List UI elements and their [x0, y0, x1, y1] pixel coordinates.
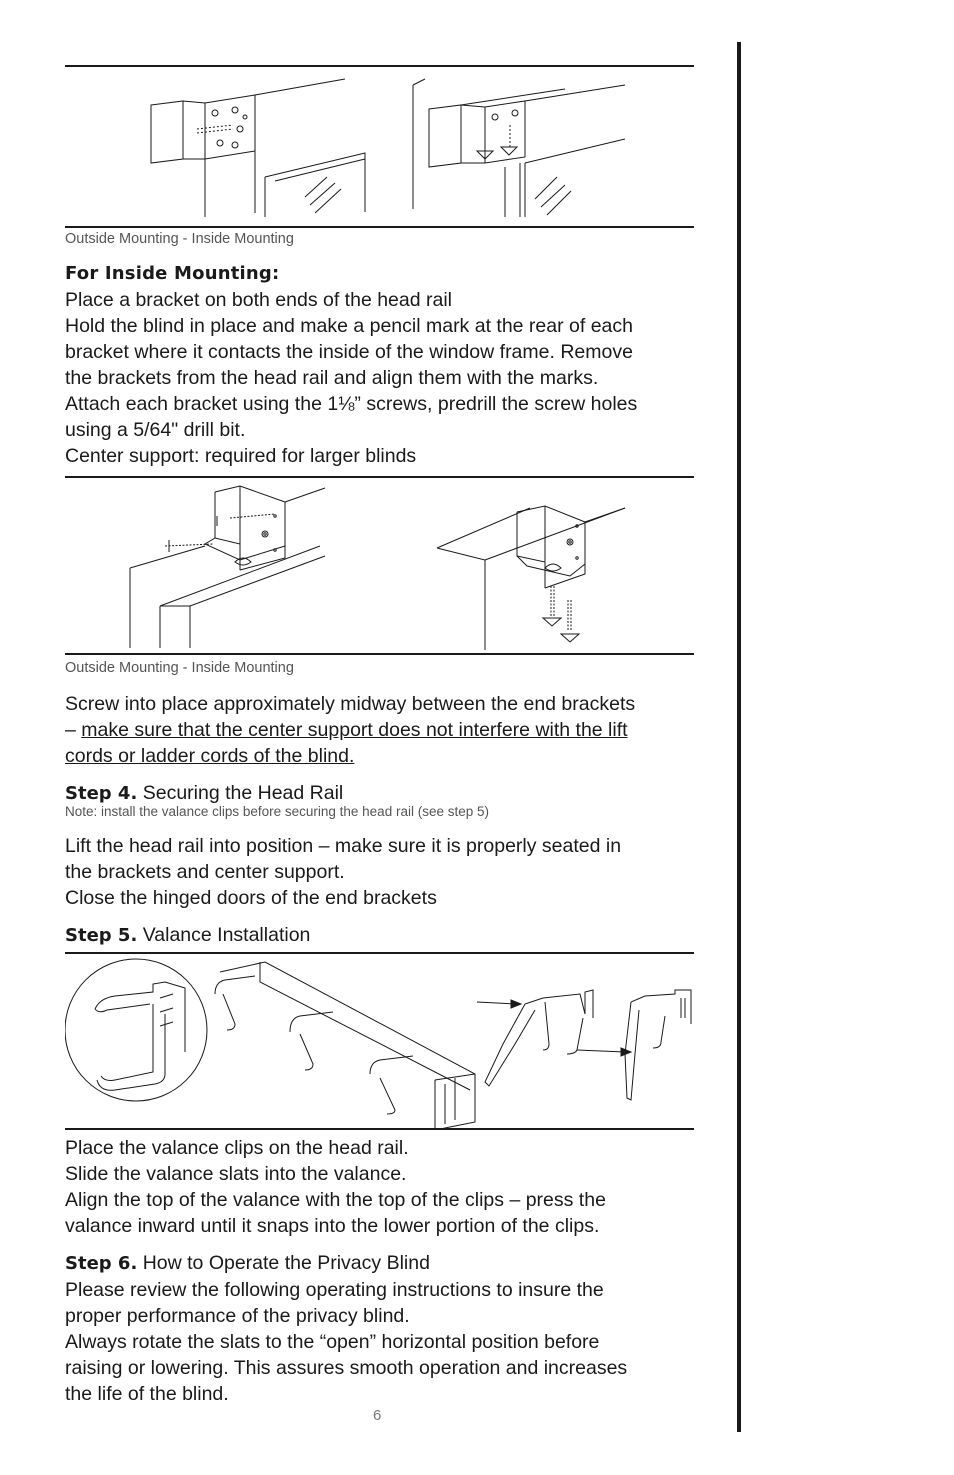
outside-center-support-illustration — [130, 486, 325, 648]
inside-mounting-section — [65, 261, 705, 469]
inside-mounting-line: Place a bracket on both ends of the head rail — [65, 289, 453, 311]
step4-note: Note: install the valance clips before securing the head rail (see step 5) — [65, 804, 489, 819]
step5-label: Step 5. — [65, 925, 138, 946]
step5-title: Valance Installation — [137, 924, 311, 946]
figure3-bottom-rule — [65, 1128, 694, 1130]
step4-body — [65, 833, 705, 911]
outside-mounting-bracket-illustration — [151, 79, 365, 217]
valance-clip-detail-illustration — [65, 959, 207, 1101]
step4-label: Step 4. — [65, 783, 138, 804]
step4-line: Close the hinged doors of the end brackets — [65, 887, 437, 909]
step5-line: Slide the valance slats into the valance. — [65, 1163, 407, 1185]
step5-line: Align the top of the valance with the top of the clips – press the — [65, 1189, 606, 1211]
step6-title: How to Operate the Privacy Blind — [137, 1252, 430, 1274]
center-support-warning-cont — [65, 743, 705, 769]
figure2-caption: Outside Mounting - Inside Mounting — [65, 660, 294, 676]
center-support-section — [65, 691, 705, 769]
figure-center-support — [65, 478, 694, 653]
inside-mounting-line: the brackets from the head rail and align them with the marks. — [65, 367, 599, 389]
inside-mounting-bracket-illustration — [413, 79, 625, 217]
step6-line: proper performance of the privacy blind. — [65, 1305, 410, 1327]
inside-mounting-line: using a 5/64" drill bit. — [65, 419, 246, 441]
step4-line: Lift the head rail into position – make sure it is properly seated in — [65, 835, 622, 857]
step4-heading-row — [65, 781, 705, 806]
step6-section — [65, 1250, 705, 1407]
margin-rule — [737, 42, 741, 1432]
center-support-warning-underlined: cords or ladder cords of the blind. — [65, 745, 355, 767]
figure1-caption: Outside Mounting - Inside Mounting — [65, 231, 294, 247]
step4-line: the brackets and center support. — [65, 861, 345, 883]
inside-mounting-line: bracket where it contacts the inside of the window frame. Remove — [65, 341, 633, 363]
step4-title: Securing the Head Rail — [137, 782, 344, 804]
step6-line: Always rotate the slats to the “open” horizontal position before — [65, 1331, 600, 1353]
step5-line: Place the valance clips on the head rail. — [65, 1137, 409, 1159]
step5-line: valance inward until it snaps into the lower portion of the clips. — [65, 1215, 600, 1237]
figure1-bottom-rule — [65, 226, 694, 228]
step6-label: Step 6. — [65, 1253, 138, 1274]
dash: – — [65, 719, 82, 741]
center-support-warning — [65, 717, 705, 743]
inside-mounting-line: Attach each bracket using the 1⅛” screws, predrill the screw holes — [65, 393, 638, 415]
step6-line: Please review the following operating instructions to insure the — [65, 1279, 604, 1301]
clip-snap-step-illustration — [477, 990, 691, 1100]
step6-line: the life of the blind. — [65, 1383, 229, 1405]
valance-head-rail-illustration — [215, 962, 475, 1128]
step6-line: raising or lowering. This assures smooth operation and increases — [65, 1357, 628, 1379]
figure2-bottom-rule — [65, 653, 694, 655]
inside-mounting-heading: For Inside Mounting: — [65, 263, 280, 284]
inside-mounting-line: Center support: required for larger blinds — [65, 445, 417, 467]
center-support-line: Screw into place approximately midway between the end brackets — [65, 693, 636, 715]
figure-valance-installation — [65, 954, 694, 1128]
center-support-warning-underlined: make sure that the center support does not interfere with the lift — [81, 719, 628, 741]
inside-center-support-illustration — [437, 506, 625, 650]
inside-mounting-line: Hold the blind in place and make a pencil mark at the rear of each — [65, 315, 633, 337]
page-number: 6 — [373, 1407, 382, 1424]
figure-bracket-mounting — [65, 67, 694, 225]
step5-body — [65, 1135, 705, 1239]
step5-heading-row — [65, 922, 705, 949]
